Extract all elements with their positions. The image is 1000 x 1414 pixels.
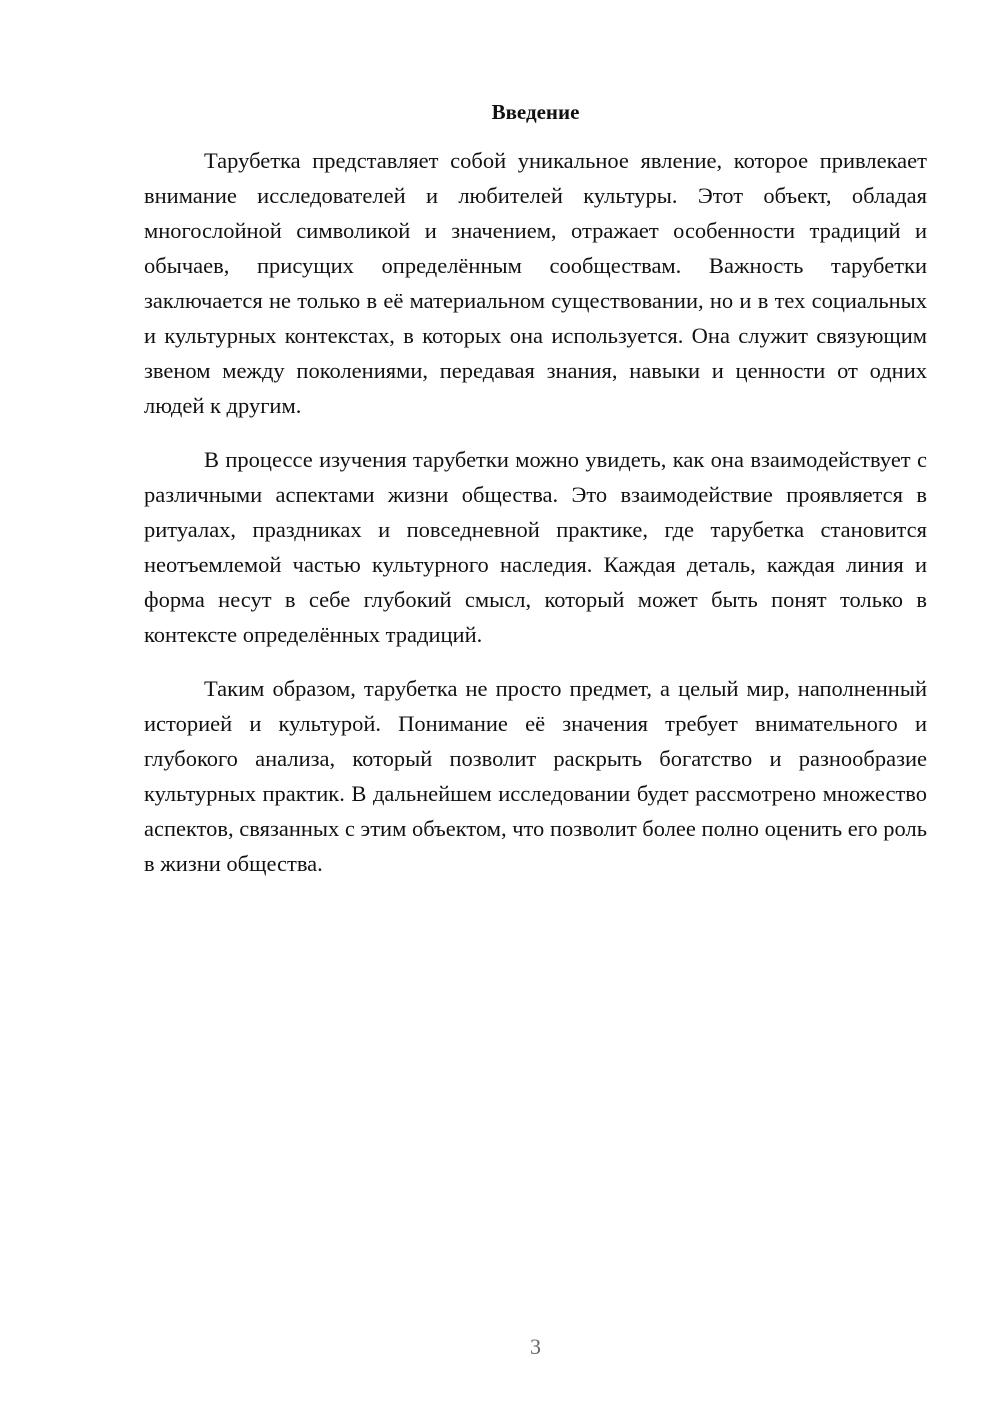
paragraph-3: Таким образом, тарубетка не просто предмет, а целый мир, наполненный историей и культурой. Понимание её значения требует внимательного и глубокого анализа, который позволит раскрыть богатство и разнообразие культурных практик. В дальнейшем исследовании будет рассмотрено множество аспектов, связанных с этим объектом, что позволит более полно оценить его роль в жизни общества. [144, 676, 927, 876]
body-text [144, 143, 927, 900]
page-number: 3 [530, 1334, 541, 1359]
section-heading: Введение [491, 100, 580, 124]
paragraph-2: В процессе изучения тарубетки можно увидеть, как она взаимодействует с различными аспектами жизни общества. Это взаимодействие проявляется в ритуалах, праздниках и повседневной практике, где тарубетка становится неотъемлемой частью культурного наследия. Каждая деталь, каждая линия и форма несут в себе глубокий смысл, который может быть понят только в контексте определённых традиций. [144, 447, 927, 647]
paragraph-1: Тарубетка представляет собой уникальное явление, которое привлекает внимание исследователей и любителей культуры. Этот объект, обладая многослойной символикой и значением, отражает особенности традиций и обычаев, присущих определённым сообществам. Важность тарубетки заключается не только в её материальном существовании, но и в тех социальных и культурных контекстах, в которых она используется. Она служит связующим звеном между поколениями, передавая знания, навыки и ценности от одних людей к другим. [144, 148, 927, 418]
